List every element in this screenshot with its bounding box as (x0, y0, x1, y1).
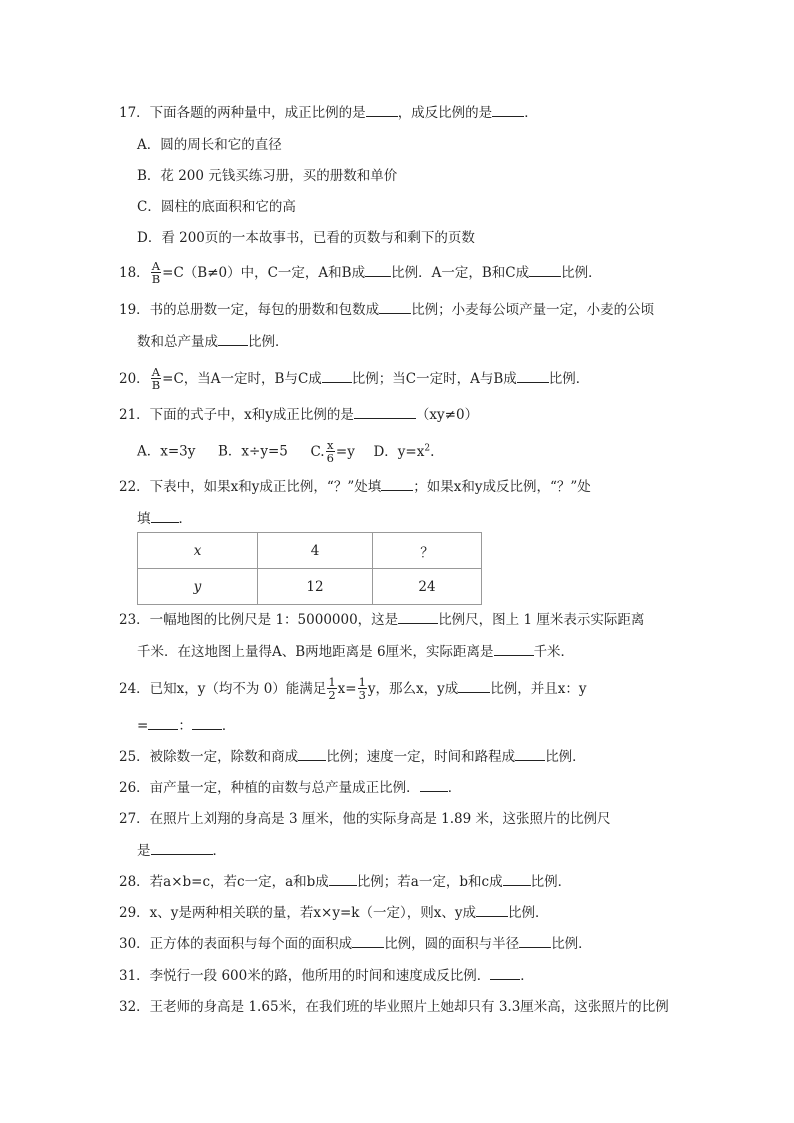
q27-line-2: 是 ． (137, 843, 226, 859)
q25: 25．被除数一定，除数和商成 比例；速度一定，时间和路程成 比例． (119, 749, 586, 765)
q21-blank[interactable] (354, 406, 416, 419)
q19-line-1: 19．书的总册数一定，每包的册数和包数成 比例；小麦每公顷产量一定，小麦的公顷 (119, 302, 655, 318)
table-row: x 4 ？ (138, 533, 482, 569)
q21-stem: 21．下面的式子中，x和y成正比例的是 （xy≠0） (119, 407, 479, 423)
q24-line-2: = ： ． (137, 718, 236, 734)
q30-blank-2[interactable] (519, 935, 551, 948)
table-row: y 12 24 (138, 569, 482, 605)
q24-blank-1[interactable] (458, 680, 490, 693)
q21-option-c: C. $\frac{x}{6}$ =y (310, 437, 355, 465)
q22-line-2: 填 ． (137, 511, 192, 527)
q32: 32．王老师的身高是 1.65米，在我们班的毕业照片上她却只有 3.3厘米高，这张照片的比例 (119, 999, 669, 1015)
q17-option-d: D．看 200页的一本故事书，已看的页数与和剩下的页数 (137, 230, 475, 246)
q20: 20． $\frac{A}{B}$ =C，当A一定时，B与C成 比例；当C一定时，A与B成 比例． (119, 365, 590, 392)
q20-fraction: $\frac{A}{B}$ (151, 365, 161, 392)
q24-fraction-2: $\frac{1}{3}$ (358, 675, 366, 702)
q27-blank[interactable] (151, 842, 213, 855)
q17-option-c: C．圆柱的底面积和它的高 (137, 199, 296, 215)
q29-blank[interactable] (476, 904, 508, 917)
q17-blank-2[interactable] (492, 104, 524, 117)
q23-blank-2[interactable] (494, 643, 534, 656)
q22-line-1: 22．下表中，如果x和y成正比例，“？”处填 ；如果x和y成反比例，“？”处 (119, 479, 591, 495)
q20-blank-1[interactable] (322, 370, 352, 383)
q26: 26．亩产量一定，种植的亩数与总产量成正比例． ． (119, 780, 462, 796)
q30-blank-1[interactable] (352, 935, 384, 948)
q17-option-a: A．圆的周长和它的直径 (137, 137, 282, 153)
q17-text-b: ，成反比例的是 (397, 105, 493, 121)
q21-option-a: A．x=3y (137, 443, 196, 460)
q29: 29．x、y是两种相关联的量，若x×y=k（一定），则x、y成 比例． (119, 905, 549, 921)
q24-line-1: 24．已知x，y（均不为 0）能满足 $\frac{1}{2}$ x= $\frac{1}{3}$ y，那么x，y成 比例，并且x：y (119, 675, 587, 702)
q19-blank-2[interactable] (218, 333, 248, 346)
q21-option-b: B．x÷y=5 (217, 443, 288, 460)
q28: 28．若a×b=c，若c一定，a和b成 比例；若a一定，b和c成 比例． (119, 874, 572, 890)
q22-blank-2[interactable] (151, 510, 179, 523)
q17-text-a: 17．下面各题的两种量中，成正比例的是 (119, 105, 366, 121)
q27-line-1: 27．在照片上刘翔的身高是 3 厘米，他的实际身高是 1.89 米，这张照片的比例尺 (119, 811, 611, 827)
q28-blank-1[interactable] (329, 873, 357, 886)
q18-fraction: $\frac{A}{B}$ (151, 259, 161, 286)
q23-blank-1[interactable] (398, 611, 438, 624)
q18-blank-1[interactable] (365, 264, 391, 277)
q24-fraction-1: $\frac{1}{2}$ (328, 675, 336, 702)
q30: 30．正方体的表面积与每个面的面积成 比例，圆的面积与半径 比例． (119, 936, 592, 952)
q21-options (137, 439, 434, 465)
q18-blank-2[interactable] (529, 264, 561, 277)
q31-blank[interactable] (490, 967, 520, 980)
q20-blank-2[interactable] (517, 370, 549, 383)
q19-blank-1[interactable] (379, 301, 411, 314)
q22-blank-1[interactable] (381, 478, 413, 491)
q25-blank-1[interactable] (298, 748, 326, 761)
q17-blank-1[interactable] (366, 104, 398, 117)
q23-line-1: 23．一幅地图的比例尺是 1：5000000，这是 比例尺，图上 1 厘米表示实际距离 (119, 612, 645, 628)
q31: 31．李悦行一段 600米的路，他所用的时间和速度成反比例． ． (119, 968, 534, 984)
q28-blank-2[interactable] (503, 873, 531, 886)
q26-blank[interactable] (420, 779, 448, 792)
q18: 18． $\frac{A}{B}$ =C（B≠0）中，C一定，A和B成 比例．A一定，B和C成 比例． (119, 259, 602, 286)
q19-line-2: 数和总产量成 比例． (137, 334, 289, 350)
q17-stem: 17．下面各题的两种量中，成正比例的是 ，成反比例的是 ． (119, 105, 538, 121)
q24-blank-2[interactable] (148, 717, 178, 730)
q25-blank-2[interactable] (515, 748, 545, 761)
q21-option-d: D．$y=x^2$. (373, 443, 435, 460)
q24-blank-3[interactable] (192, 717, 222, 730)
q22-table (137, 532, 482, 605)
q17-option-b: B．花 200 元钱买练习册，买的册数和单价 (137, 168, 398, 184)
q23-line-2: 千米．在这地图上量得A、B两地距离是 6厘米，实际距离是 千米． (137, 644, 575, 660)
